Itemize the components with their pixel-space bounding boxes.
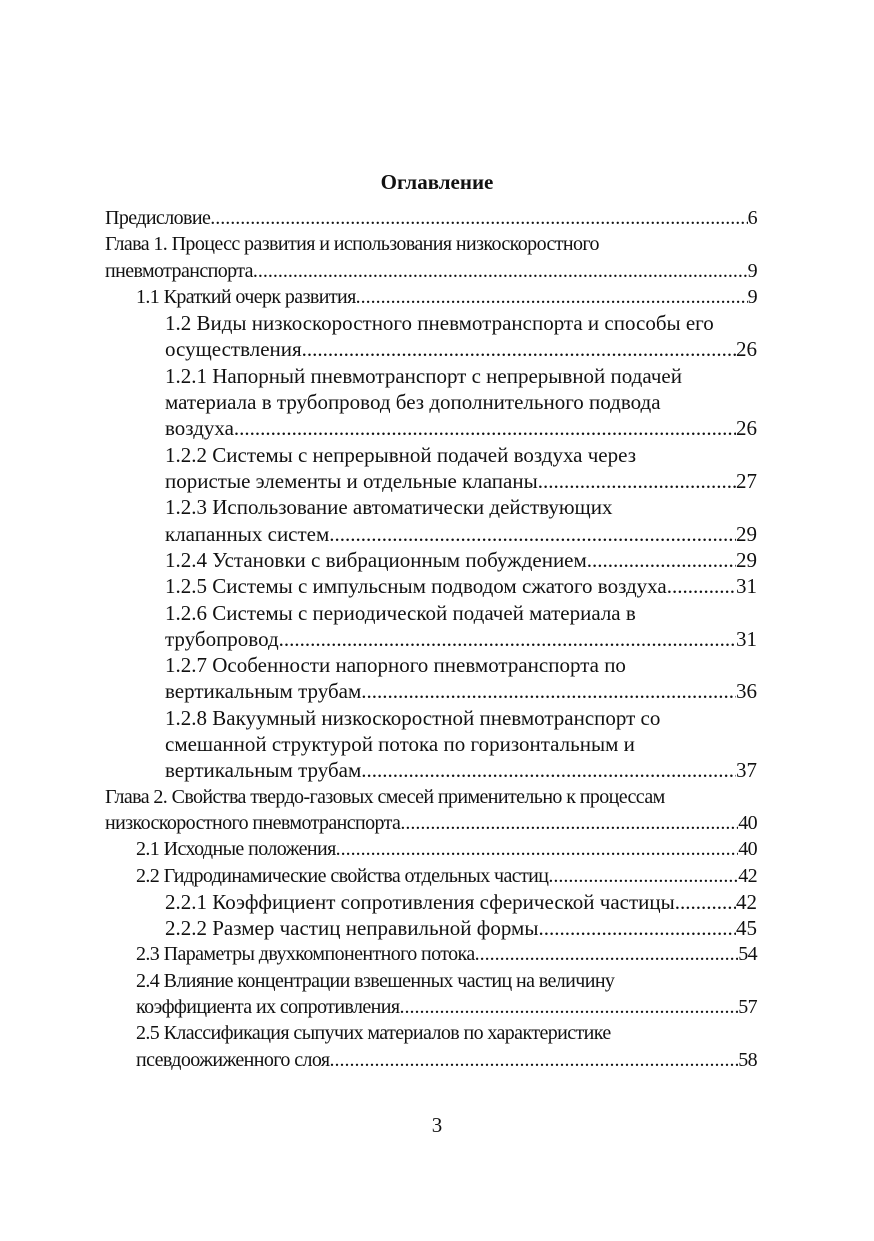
- toc-page-number: 36: [736, 679, 757, 704]
- toc-entry-section-1-2-6[interactable]: [165, 600, 757, 653]
- toc-entry-title-line: 1.2.6 Системы с периодической подачей материала в: [165, 600, 636, 625]
- toc-entry-title-line: пневмотранспорта: [105, 259, 253, 282]
- toc-entry-title: 2.3 Параметры двухкомпонентного потока: [136, 943, 475, 966]
- toc-entry-section-2-2-2[interactable]: [165, 915, 757, 941]
- dot-leader: [361, 757, 736, 783]
- toc-entry-title: Предисловие: [105, 207, 211, 229]
- toc-page-number: 40: [738, 811, 757, 834]
- toc-entry-title-line: низкоскоростного пневмотранспорта: [105, 811, 401, 834]
- toc-page-number: 27: [736, 468, 757, 493]
- toc-entry-title-line: воздуха: [165, 416, 234, 441]
- dot-leader: [675, 889, 736, 915]
- toc-page-number: 9: [747, 285, 757, 308]
- toc-entry-section-2-3[interactable]: [136, 941, 757, 967]
- toc-entry-title-line: вертикальным трубам: [165, 679, 362, 704]
- dot-leader: [399, 994, 738, 1020]
- dot-leader: [329, 521, 736, 547]
- toc-page-number: 9: [747, 259, 757, 282]
- toc-entry-title-line: коэффициента их сопротивления: [136, 995, 400, 1018]
- toc-entry-section-2-1[interactable]: [136, 836, 757, 862]
- toc-entry-title-line: псевдоожиженного слоя: [136, 1048, 330, 1071]
- toc-entry-title-line: 1.2.2 Системы с непрерывной подачей воздуха через: [165, 442, 636, 467]
- toc-entry-section-1-2-8[interactable]: [165, 705, 757, 784]
- toc-entry-title-line: трубопровод: [165, 626, 279, 651]
- toc-page-number: 40: [738, 838, 757, 861]
- toc-entry-title: 2.2.2 Размер частиц неправильной формы: [165, 916, 539, 941]
- toc-entry-title-line: смешанной структурой потока по горизонтальным и: [165, 731, 635, 756]
- dot-leader: [302, 336, 736, 362]
- toc-entry-section-1-2[interactable]: [165, 310, 757, 363]
- toc-page-number: 37: [736, 758, 757, 783]
- toc-entry-title-line: 1.2.8 Вакуумный низкоскоростной пневмотранспорт со: [165, 705, 661, 730]
- toc-entry-title-line: вертикальным трубам: [165, 758, 362, 783]
- toc-page-number: 6: [747, 207, 757, 229]
- toc-page-number: 26: [736, 416, 757, 441]
- toc-entry-title-line: пористые элементы и отдельные клапаны: [165, 468, 538, 493]
- toc-entry-section-2-2[interactable]: [136, 863, 757, 889]
- toc-entry-title: 2.1 Исходные положения: [136, 838, 336, 861]
- toc-page-number: 58: [738, 1048, 757, 1071]
- dot-leader: [587, 547, 736, 573]
- toc-entry-section-1-2-5[interactable]: [165, 573, 757, 599]
- dot-leader: [361, 678, 736, 704]
- toc-entry-title-line: 1.2.7 Особенности напорного пневмотранспорта по: [165, 653, 626, 678]
- toc-entry-section-1-2-4[interactable]: [165, 547, 757, 573]
- toc-page-number: 42: [738, 864, 757, 887]
- toc-entry-preface[interactable]: [105, 205, 757, 231]
- toc-entry-title: 1.2.5 Системы с импульсным подводом сжатого воздуха: [165, 574, 667, 599]
- toc-entry-title: 2.2 Гидродинамические свойства отдельных частиц: [136, 864, 549, 887]
- toc-entry-title-line: 2.4 Влияние концентрации взвешенных частиц на величину: [136, 969, 615, 992]
- toc-page-number: 45: [736, 916, 757, 941]
- toc-entry-section-2-5[interactable]: [136, 1020, 757, 1073]
- toc-entry-title: 1.1 Краткий очерк развития: [136, 285, 356, 308]
- toc-entry-title-line: Глава 2. Свойства твердо-газовых смесей применительно к процессам: [105, 785, 665, 808]
- toc-entry-title-line: клапанных систем: [165, 521, 330, 546]
- dot-leader: [279, 626, 736, 652]
- toc-entry-section-1-2-3[interactable]: [165, 494, 757, 547]
- toc-page-number: 54: [738, 943, 757, 966]
- toc-page-number: 29: [736, 521, 757, 546]
- toc-entry-title-line: материала в трубопровод без дополнительного подвода: [165, 390, 661, 415]
- toc-entry-title: 2.2.1 Коэффициент сопротивления сферической частицы: [165, 889, 675, 914]
- toc-entry-chapter-1[interactable]: [105, 231, 757, 284]
- toc-entry-section-2-4[interactable]: [136, 968, 757, 1021]
- toc-entry-section-2-2-1[interactable]: [165, 889, 757, 915]
- toc-entry-section-1-2-7[interactable]: [165, 652, 757, 705]
- toc-page-number: 42: [736, 889, 757, 914]
- toc-entry-title: 1.2.4 Установки с вибрационным побуждением: [165, 547, 587, 572]
- toc-entry-section-1-1[interactable]: [136, 284, 757, 310]
- toc-entry-title-line: 2.5 Классификация сыпучих материалов по характеристике: [136, 1022, 611, 1045]
- dot-leader: [234, 415, 736, 441]
- toc-page-number: 57: [738, 995, 757, 1018]
- toc-entry-section-1-2-2[interactable]: [165, 442, 757, 495]
- toc-entry-title-line: Глава 1. Процесс развития и использования низкоскоростного: [105, 233, 599, 256]
- page-number: 3: [431, 1113, 443, 1137]
- toc-entry-section-1-2-1[interactable]: [165, 363, 757, 442]
- dot-leader: [356, 284, 748, 310]
- toc-entry-title-line: 1.2.1 Напорный пневмотранспорт с непрерывной подачей: [165, 363, 682, 388]
- dot-leader: [475, 941, 739, 967]
- dot-leader: [538, 915, 736, 941]
- dot-leader: [253, 258, 748, 284]
- dot-leader: [667, 573, 736, 599]
- toc-entry-title-line: осуществления: [165, 337, 302, 362]
- toc-page-number: 26: [736, 337, 757, 362]
- dot-leader: [329, 1047, 738, 1073]
- toc-entry-title-line: 1.2 Виды низкоскоростного пневмотранспорта и способы его: [165, 311, 714, 336]
- dot-leader: [538, 468, 736, 494]
- dot-leader: [548, 863, 738, 889]
- toc-entry-chapter-2[interactable]: [105, 784, 757, 837]
- dot-leader: [210, 205, 747, 231]
- toc-entry-title-line: 1.2.3 Использование автоматически действующих: [165, 495, 613, 520]
- toc-page-number: 31: [736, 626, 757, 651]
- toc-heading: Оглавление: [380, 170, 494, 194]
- toc-page-number: 29: [736, 547, 757, 572]
- dot-leader: [336, 836, 739, 862]
- dot-leader: [400, 810, 738, 836]
- toc-page-number: 31: [736, 574, 757, 599]
